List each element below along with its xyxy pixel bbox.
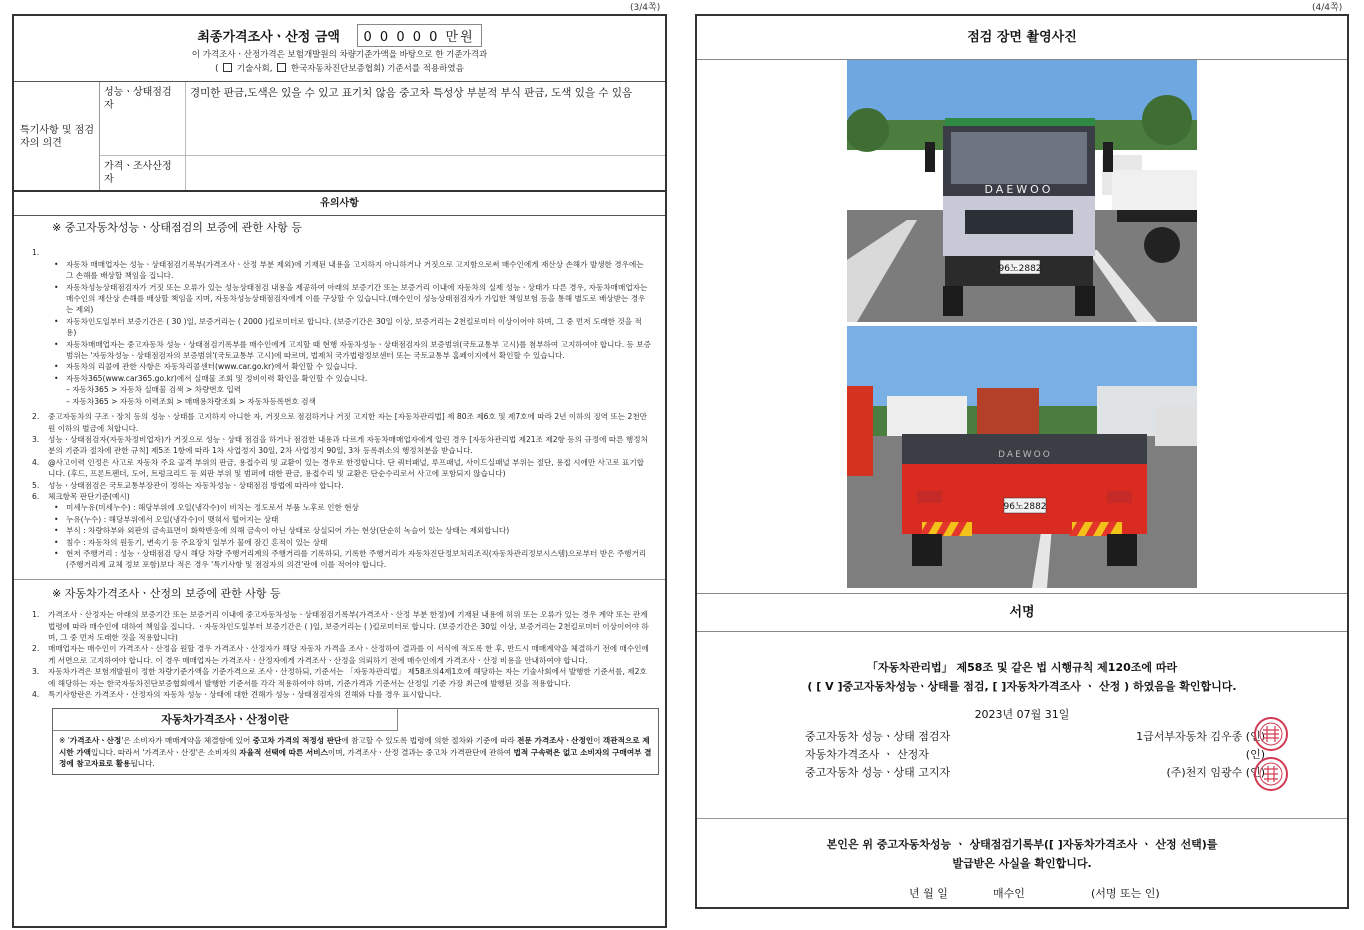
price-definition-box xyxy=(52,708,659,775)
inspector-seal-icon xyxy=(1253,716,1289,752)
def-bold: 전문 가격조사ㆍ산정인 xyxy=(517,736,594,746)
truck-brand-front: DAEWOO xyxy=(984,183,1054,196)
item-text: 자동차가격은 보험개발원이 정한 차량기준가액을 기준가격으로 조사ㆍ산정하되, 기준서는 「자동차관리법」 제58조의4제1호에 해당하는 자는 기술사회에서 발행한 기준서를, 제2호에 해당하는 자는 한국자동차진단보증협회에서 발행한 기준서를 각각 적용하여야 하며, 기준가격과 기준서는 산정일 기준 가장 최근에 발행된 것을 적용합니다. xyxy=(48,667,647,688)
truck-plate-front: 96노2882 xyxy=(998,264,1042,274)
special-notes-heading: 특기사항 및 점검자의 의견 xyxy=(14,82,100,190)
truck-front-image xyxy=(847,60,1197,322)
def-bold: 중고차 가격의 적정성 판단 xyxy=(252,736,342,746)
signer-label: 중고자동차 성능ㆍ상태 고지자 xyxy=(805,766,951,779)
issue-line2: 발급받은 사실을 확인합니다. xyxy=(952,857,1092,870)
notice-item-5 xyxy=(32,480,651,491)
desc-tech-society: 기술사회, xyxy=(234,64,276,74)
item-number: 3. xyxy=(32,667,40,677)
item-text: 가격조사ㆍ산정자는 아래의 보증기간 또는 보증거리 이내에 중고자동차성능ㆍ상태점검기록부(가격조사ㆍ산정 부분 한정)에 기재된 내용에 허위 또는 오류가 있는 경우 계약 또는 관계법령에 따라 매수인에 대하여 책임을 집니다. ㆍ자동차인도일부터 보증기간은 ( )일, 보증거리는 ( )킬로미터로 합니다. (보증기간은 30일 이상, 보증거리는 2천킬로미터 이상이어야 하며, 그 중 먼저 도래한 것을 적용합니다) xyxy=(48,610,649,642)
special-notes-section xyxy=(14,82,665,192)
bullet-text: 현저 주행거리 : 성능ㆍ상태점검 당시 해당 차량 주행거리계의 주행거리를 기록하되, 기록한 주행거리가 자동차진단정보처리조직(자동차관리정보시스템)으로부터 받은 주행거리(주행거리계 교체 정보 포함)보다 적은 경우 '특기사항 및 점검자의 의견'란에 이를 적어야 합니다. xyxy=(66,548,647,570)
item6-bullets xyxy=(32,502,651,570)
item-text: 체크항목 판단기준(예시) xyxy=(48,491,130,501)
final-price-desc-line2 xyxy=(14,62,665,76)
bullet-item: • 누유(누수) : 해당부위에서 오일(냉각수)이 맺혀서 떨어지는 상태 xyxy=(54,514,651,525)
signer-name: 1급서부자동차 김우종 (인) xyxy=(1136,730,1265,743)
item-text: 중고자동차의 구조ㆍ장치 등의 성능ㆍ상태를 고지하지 아니한 자, 거짓으로 점검하거나 거짓 고지한 자는 [자동차관리법] 제 80조 제6호 및 제7호에 따라 2년 이하의 징역 또는 2천만원 이하의 벌금에 처합니다. xyxy=(48,412,647,433)
bullet-item: • 침수 : 자동차의 원동기, 변속기 등 주요장치 일부가 물에 잠긴 흔적이 있는 상태 xyxy=(54,537,651,548)
page-number-right: (4/4쪽) xyxy=(1312,3,1343,13)
desc-kada: 한국자동차진단보증협회) 기준서를 적용하였음 xyxy=(288,64,464,74)
def-text: ※ ' xyxy=(59,736,70,746)
bullet-text: 자동차365(www.car365.go.kr)에서 실매물 조회 및 정비이력 확인을 확인할 수 있습니다. – 자동차365 > 자동차 실매물 검색 > 차량번호 입력 – 자동차365 > 자동차 이력조회 > 매매용차량조회 > 자동차등록번호 검색 xyxy=(66,373,368,406)
bullet-item: • 자동차 매매업자는 성능ㆍ상태점검기록부(가격조사ㆍ산정 부분 제외)에 기재된 내용을 고지하지 아니하거나 거짓으로 고지함으로써 매수인에게 재산상 손해가 발생한 경우에는 그 손해를 배상할 책임을 집니다. xyxy=(54,259,651,282)
perf-inspector-opinion: 경미한 판금,도색은 있을 수 있고 표기치 않음 중고차 특성상 부분적 부식 판금, 도색 있을 수 있음 xyxy=(190,87,633,99)
signer-label: 자동차가격조사 ㆍ 산정자 xyxy=(805,748,929,761)
bullet-item: • 부식 : 차량하부와 외판의 금속표면이 화학반응에 의해 금속이 아닌 상태로 상실되어 가는 현상(단순히 녹슬어 있는 상태는 제외합니다) xyxy=(54,525,651,536)
section2-title: ※ 자동차가격조사ㆍ산정의 보증에 관한 사항 등 xyxy=(14,579,665,609)
item-number: 6. xyxy=(32,491,40,501)
truck-rear-photo xyxy=(847,326,1197,588)
final-price-desc-line1: 이 가격조사ㆍ산정가격은 보험개발원의 차량기준가액을 바탕으로 한 기준가격과 xyxy=(191,50,488,60)
item-text: 특기사항란은 가격조사ㆍ산정자의 자동차 성능ㆍ상태에 대한 견해가 성능ㆍ상태점검자의 견해와 다를 경우 표시합니다. xyxy=(48,690,442,700)
notice-item-4 xyxy=(32,457,651,480)
def-text: 이며, 가격조사ㆍ산정 결과는 중고차 가격판단에 관하여 xyxy=(327,747,514,757)
buyer-label: 매수인 xyxy=(993,887,1025,900)
notice-item-2 xyxy=(32,411,651,434)
page-number-left: (3/4쪽) xyxy=(630,3,661,13)
final-price-title-row xyxy=(14,24,665,47)
notice-heading: 유의사항 xyxy=(14,192,665,216)
notice-body xyxy=(14,216,665,700)
final-price-box xyxy=(14,16,665,82)
def-text: '은 소비자가 매매계약을 체결함에 있어 xyxy=(121,736,253,746)
signer-name: (인) xyxy=(1245,748,1265,761)
def-text: 입니다. 따라서 '가격조사ㆍ산정'은 소비자의 xyxy=(91,747,240,757)
item-text: 매매업자는 매수인이 가격조사ㆍ산정을 원할 경우 가격조사ㆍ산정자가 해당 자동차 가격을 조사ㆍ산정하여 결과를 이 서식에 적도록 한 후, 반드시 매매계약을 체결하기 전에 매수인에게 서면으로 고지하여야 합니다. 이 경우 매매업자는 가격조사ㆍ산정자에게 가격조사ㆍ산정을 의뢰하기 전에 매수인에게 가격조사ㆍ산정 비용을 안내하여야 합니다. xyxy=(48,644,649,665)
truck-plate-rear: 96노2882 xyxy=(1003,502,1047,512)
item-number: 4. xyxy=(32,690,40,700)
bullet-text: 부식 : 차량하부와 외판의 금속표면이 화학반응에 의해 금속이 아닌 상태로 상실되어 가는 현상(단순히 녹슬어 있는 상태는 제외합니다) xyxy=(66,526,510,536)
final-price-title: 최종가격조사ㆍ산정 금액 xyxy=(197,30,340,45)
special-notes-body xyxy=(100,82,665,190)
notice-item-1 xyxy=(32,247,651,258)
item-number: 1. xyxy=(32,610,40,620)
inspection-photos xyxy=(697,60,1347,594)
issue-line1: 본인은 위 중고자동차성능 ㆍ 상태점검기록부([ ]자동차가격조사 ㆍ 산정 선택)를 xyxy=(826,838,1218,851)
bullet-text: 미세누유(미세누수) : 해당부위에 오일(냉각수)이 비치는 정도로서 부품 노후로 인한 현상 xyxy=(66,503,359,513)
signer-name: (주)천지 임광수 (인) xyxy=(1166,766,1265,779)
photos-title: 점검 장면 촬영사진 xyxy=(697,16,1347,60)
signature-rows xyxy=(697,726,1347,786)
buyer-sign-field[interactable]: (서명 또는 인) xyxy=(1091,887,1160,900)
bullet-item: • 현저 주행거리 : 성능ㆍ상태점검 당시 해당 차량 주행거리계의 주행거리를 기록하되, 기록한 주행거리가 자동차진단정보처리조직(자동차관리정보시스템)으로부터 받은 주행거리(주행거리계 교체 정보 포함)보다 적은 경우 '특기사항 및 점검자의 의견'란에 이를 적어야 합니다. xyxy=(54,548,651,571)
signer-label: 중고자동차 성능ㆍ상태 점검자 xyxy=(805,730,951,743)
truck-brand-rear: DAEWOO xyxy=(998,450,1052,460)
confirm-statement xyxy=(697,632,1347,696)
item-number: 2. xyxy=(32,644,40,654)
confirm-line1: 「자동차관리법」 제58조 및 같은 법 시행규칙 제120조에 따라 xyxy=(866,661,1178,674)
def-text: 에 참고할 수 있도록 법령에 의한 절차와 기준에 따라 xyxy=(341,736,518,746)
price-definition-heading: 자동차가격조사ㆍ산정이란 xyxy=(53,709,398,731)
perf-inspector-label: 성능ㆍ상태점검자 xyxy=(100,82,186,155)
item-number: 3. xyxy=(32,434,40,444)
item-text: 성능ㆍ상태점검은 국토교통부장관이 정하는 자동차성능ㆍ상태점검 방법에 따라야 합니다. xyxy=(48,480,344,490)
truck-front-photo xyxy=(847,60,1197,322)
bullet-item: • 자동차의 리콜에 관한 사항은 자동차리콜센터(www.car.go.kr)에서 확인할 수 있습니다. xyxy=(54,361,651,372)
perf-inspector-row xyxy=(100,82,665,156)
def-bold: 객관적으로 제시한 가액 xyxy=(59,736,650,757)
notice-item-6 xyxy=(32,491,651,502)
buyer-signature-row xyxy=(697,885,1347,905)
desc-paren: ( xyxy=(215,64,222,74)
confirm-line2: ( [ V ]중고자동차성능ㆍ상태를 점검, [ ]자동차가격조사 ㆍ 산정 ) 하였음을 확인합니다. xyxy=(807,680,1237,693)
price-assessor-row xyxy=(100,156,665,190)
rear-reflector-right xyxy=(1069,522,1122,536)
page-3 xyxy=(12,14,667,928)
final-price-description xyxy=(14,48,665,76)
bullet-text: 자동차의 리콜에 관한 사항은 자동차리콜센터(www.car.go.kr)에서 확인할 수 있습니다. xyxy=(66,362,358,372)
price-item-4 xyxy=(32,689,651,700)
item-text: @사고이력 인정은 사고로 자동차 주요 골격 부위의 판금, 용접수리 및 교환이 있는 경우로 한정합니다. 단 쿼터패널, 루프패널, 사이드실패널 부위는 절단, 용접 시에만 사고로 표기합니다. (후드, 프론트펜더, 도어, 트렁크리드 등 외판 부위 및 범퍼에 대한 판금, 용접수리 및 교환은 단순수리로서 사고에 포함되지 않습니다) xyxy=(48,457,644,479)
buyer-date: 년 월 일 xyxy=(909,887,948,900)
notice-item-3 xyxy=(32,434,651,457)
checkbox-tech-society[interactable] xyxy=(223,63,232,72)
item-text: 성능ㆍ상태점검자(자동차정비업자)가 거짓으로 성능ㆍ상태 점검을 하거나 점검한 내용과 다르게 자동차매매업자에게 알린 경우 [자동차관리법 제21조 제2항 등의 규정에 따른 행정처분의 기준과 절차에 관한 규칙] 제5조 1항에 따라 1차 사업정지 30일, 2차 사업정지 90일, 3차 등록취소의 행정처분을 받습니다. xyxy=(48,434,648,456)
bullet-text: 자동차성능상태점검자가 거짓 또는 오류가 있는 성능상태점검 내용을 제공하여 아래의 보증기간 또는 보증거리 이내에 자동차의 실제 성능ㆍ상태가 다른 경우, 자동차매매업자는 매수인의 재산상 손해를 배상할 책임을 지며, 자동차성능상태점검자에게 이를 구상할 수 있습니다.(매수인이 성능상태점검자가 가입한 책임보험 등을 통해 별도로 배상받는 경우는 제외) xyxy=(66,282,648,315)
bullet-item: • 자동차365(www.car365.go.kr)에서 실매물 조회 및 정비이력 확인을 확인할 수 있습니다. – 자동차365 > 자동차 실매물 검색 > 차량번호 입력 – 자동차365 > 자동차 이력조회 > 매매용차량조회 > 자동차등록번호 검색 xyxy=(54,373,651,407)
price-item-1 xyxy=(32,609,651,643)
item-number: 1. xyxy=(32,248,40,258)
price-assessor-label: 가격ㆍ조사산정자 xyxy=(100,156,186,190)
signature-date: 2023년 07월 31일 xyxy=(974,708,1070,721)
signature-row-assessor xyxy=(805,746,1275,764)
bullet-text: 침수 : 자동차의 원동기, 변속기 등 주요장치 일부가 물에 잠긴 흔적이 있는 상태 xyxy=(66,537,328,547)
notifier-seal-icon xyxy=(1253,756,1289,792)
def-text: 이 xyxy=(593,736,603,746)
bullet-item: • 자동차인도일부터 보증기간은 ( 30 )일, 보증거리는 ( 2000 )킬로미터로 합니다. (보증기간은 30일 이상, 보증거리는 2천킬로미터 이상이어야 하며, 그 중 먼저 도래한 것을 적용) xyxy=(54,316,651,339)
price-item-2 xyxy=(32,643,651,666)
bullet-item: • 자동차성능상태점검자가 거짓 또는 오류가 있는 성능상태점검 내용을 제공하여 아래의 보증기간 또는 보증거리 이내에 자동차의 실제 성능ㆍ상태가 다른 경우, 자동차매매업자는 매수인의 재산상 손해를 배상할 책임을 지며, 자동차성능상태점검자에게 이를 구상할 수 있습니다.(매수인이 성능상태점검자가 가입한 책임보험 등을 통해 별도로 배상받는 경우는 제외) xyxy=(54,282,651,316)
def-bold: 자율적 선택에 따른 서비스 xyxy=(239,747,328,757)
checkbox-kada[interactable] xyxy=(277,63,286,72)
price-assessor-opinion xyxy=(186,156,665,190)
bullet-text: 누유(누수) : 해당부위에서 오일(냉각수)이 맺혀서 떨어지는 상태 xyxy=(66,514,279,524)
price-item-3 xyxy=(32,666,651,689)
signature-row-notifier xyxy=(805,764,1275,782)
def-text: 됩니다. xyxy=(130,759,155,769)
section1-title: ※ 중고자동차성능ㆍ상태점검의 보증에 관한 사항 등 xyxy=(52,221,302,234)
price-definition-text xyxy=(53,731,658,774)
issue-confirmation xyxy=(697,818,1347,873)
rear-reflector-left xyxy=(919,522,972,536)
final-price-amount: 0 0 0 0 0 만원 xyxy=(357,24,482,47)
page-4 xyxy=(695,14,1349,909)
bullet-text: 자동차 매매업자는 성능ㆍ상태점검기록부(가격조사ㆍ산정 부분 제외)에 기재된 내용을 고지하지 아니하거나 거짓으로 고지함으로써 매수인에게 재산상 손해가 발생한 경우에는 그 손해를 배상할 책임을 집니다. xyxy=(66,259,644,281)
signature-title: 서명 xyxy=(697,594,1347,632)
signature-row-inspector xyxy=(805,728,1275,746)
def-bold: 법적 구속력은 없고 소비자의 구매여부 결정에 참고자료로 활용 xyxy=(59,747,652,769)
bullet-text: 자동차매매업자는 중고자동차 성능ㆍ상태점검기록부를 매수인에게 고지할 때 현행 자동차성능ㆍ상태점검자의 보증범위(국토교통부 고시)를 첨부하여 고지하여야 합니다. 등 보증범위는 '자동차성능ㆍ상태점검자의 보증범위'(국토교통부 고시)에 따르며, 법제처 국가법령정보센터 또는 국토교통부 홈페이지에서 확인할 수 있습니다. xyxy=(66,339,651,361)
bullet-item: • 미세누유(미세누수) : 해당부위에 오일(냉각수)이 비치는 정도로서 부품 노후로 인한 현상 xyxy=(54,502,651,513)
bullet-text: 자동차인도일부터 보증기간은 ( 30 )일, 보증거리는 ( 2000 )킬로미터로 합니다. (보증기간은 30일 이상, 보증거리는 2천킬로미터 이상이어야 하며, 그 중 먼저 도래한 것을 적용) xyxy=(66,316,642,338)
item-number: 5. xyxy=(32,480,40,490)
item1-bullets xyxy=(32,259,651,407)
item-number: 2. xyxy=(32,412,40,422)
bullet-item: • 자동차매매업자는 중고자동차 성능ㆍ상태점검기록부를 매수인에게 고지할 때 현행 자동차성능ㆍ상태점검자의 보증범위(국토교통부 고시)를 첨부하여 고지하여야 합니다. 등 보증범위는 '자동차성능ㆍ상태점검자의 보증범위'(국토교통부 고시)에 따르며, 법제처 국가법령정보센터 또는 국토교통부 홈페이지에서 확인할 수 있습니다. xyxy=(54,339,651,361)
def-bold: 가격조사ㆍ산정 xyxy=(69,736,122,746)
truck-rear-image xyxy=(847,326,1197,588)
item-number: 4. xyxy=(32,457,40,467)
